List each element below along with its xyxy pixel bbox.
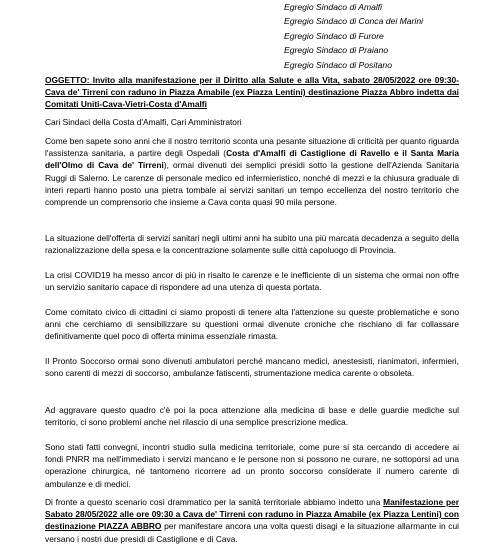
paragraph-offer: La situazione dell'offerta di servizi sanitari negli ultimi anni ha subito una più marcata decadenza a seguito della razionalizzazione della spesa e la concentrazione solamente sulle città capoluogo di Provincia. — [45, 233, 459, 256]
paragraph-hospitals — [45, 135, 459, 208]
subject-line — [45, 74, 459, 111]
addressee-line: Egregio Sindaco di Furore — [284, 30, 384, 41]
hospitals-names: Costa d'Amalfi di Castiglione di Ravello e il Santa Maria dell'Olmo di Cava de' Tirreni — [45, 148, 460, 171]
paragraph-pnrr: Sono stati fatti convegni, incontri studio sulla medicina territoriale, come pure si sta cercando di accedere ai fondi PNRR ma nell'immediato i servizi mancano e le persone non si possono ne curare, ne sottoporsi ad una operazione chirurgica, né tantomeno ricorrere ad un pronto soccorso considerate il numero carente di ambulanze e di medici. — [45, 442, 459, 489]
addressee-line: Egregio Sindaco di Amalfi — [284, 2, 383, 12]
manifestation-details: Manifestazione per Sabato 28/05/2022 alle ore 09:30 a Cava de' Tirreni con raduno in Piazza Amabile (ex Piazza Lentini) con destinazione PIAZZA ABBRO — [45, 497, 459, 532]
addressee-line: Egregio Sindaco di Conca dei Marini — [284, 16, 424, 27]
addressee-list — [284, 0, 494, 72]
paragraph-primary-care: Ad aggravare questo quadro c'è poi la poca attenzione alla medicina di base e delle guardie mediche sul territorio, ci sono problemi anche nel rilascio di una semplice prescrizione medica. — [45, 405, 459, 428]
subject-text: Invito alla manifestazione per il Diritto alla Salute e alla Vita, sabato 28/05/2022 ore 09:30- Cava de' Tirreni con raduno in Piazza Amabile (ex Piazza Lentini) destinazione Piazza Abbro indetta dai Comitati Uniti-Cava-Vietri-Costa d'Amalfi — [45, 75, 459, 110]
subject-label: OGGETTO: — [45, 75, 90, 85]
greeting: Cari Sindaci della Costa d'Amalfi, Cari Amministratori — [45, 117, 242, 127]
paragraph-covid: La crisi COVID19 ha messo ancor di più in risalto le carenze e le inefficiente di un sistema che ormai non offre un servizio sanitario capace di rispondere ad una utenza di questa portata. — [45, 270, 459, 293]
paragraph-text: Di fronte a questo scenario così drammatico per la sanità territoriale abbiamo indetto una — [45, 497, 384, 507]
addressee-line: Egregio Sindaco di Positano — [284, 59, 392, 70]
paragraph-text: per manifestare ancora una volta questi disagi e la situazione allarmante in cui versano i nostri due presidi di Castiglione e di Cava. — [45, 521, 460, 544]
paragraph-text: ), ormai divenuti dei semplici presidi sotto la gestione dell'Azienda Sanitaria Ruggi di Salerno. Le carenze di personale medico ed infermieristico, nonché di mezzi e la chiusura graduale di interi reparti hanno posto una pietra tombale ai servizi sanitari un tempo eccellenza del nostro territorio che comprende un comprensorio che insieme a Cava conta quasi 90 mila persone. — [45, 160, 459, 208]
paragraph-committee: Come comitato civico di cittadini ci siamo proposti di tenere alta l'attenzione su queste problematiche e sono anni che cerchiamo di sensibilizzare su questioni ormai divenute croniche che rischiano di far collassare definitivamente quel poco di offerta minima essenziale rimasta. — [45, 307, 459, 342]
paragraph-text: Come ben sapete sono anni che il nostro territorio sconta una pesante situazione di criticità per quanto riguarda l'assistenza sanitaria, a partire degli Ospedali ( — [45, 136, 459, 159]
paragraph-manifestation — [45, 496, 459, 545]
paragraph-emergency: Il Pronto Soccorso ormai sono divenuti ambulatori perché mancano medici, anestesisti, rianimatori, infermieri, sono carenti di mezzi di soccorso, ambulanze fatiscenti, strumentazione medica carente o obsoleta. — [45, 356, 459, 379]
addressee-line: Egregio Sindaco di Praiano — [284, 45, 389, 56]
